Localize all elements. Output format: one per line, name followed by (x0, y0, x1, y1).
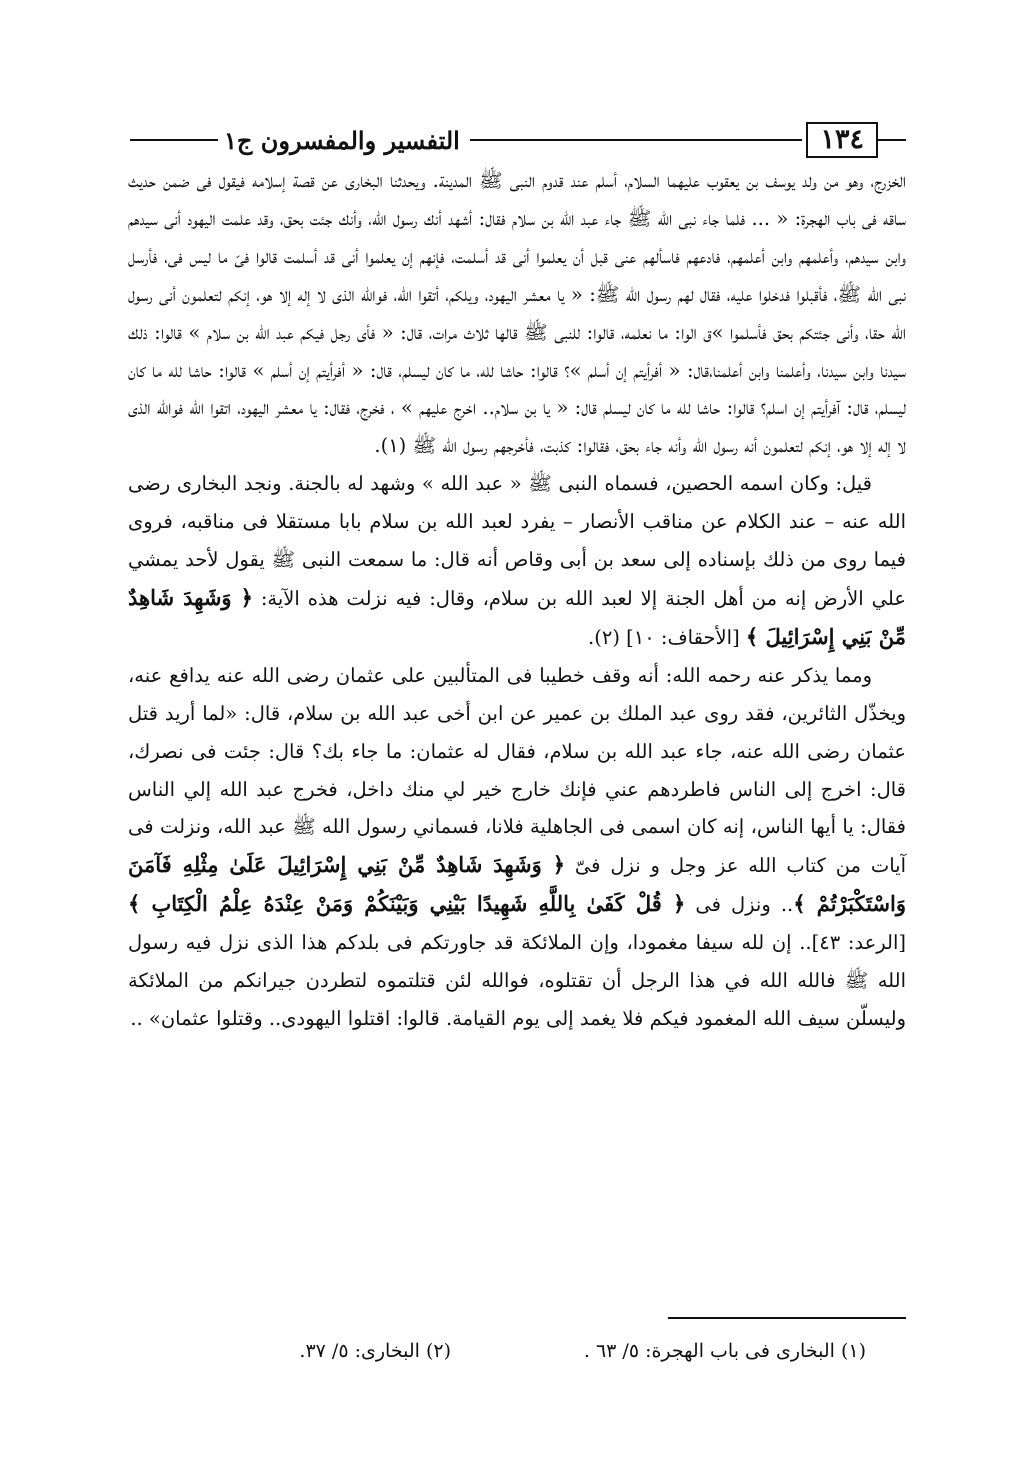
text-run: [الرعد: ٤٣].. إن لله سيفا مغمودا، وإن الملائكة قد جاورتكم فى بلدكم هذا الذى نزل فيه رسول الله ﷺ فالله الله في هذا الرجل أن تقتلوه، فوالله لئن قتلتموه لتطردن جيرانكم من الملائكة وليسلّن سيف الله المغمود فيكم فلا يغمد إلى يوم القيامة. قالوا: اقتلوا اليهودى.. وقتلوا عثمان» .. (128, 931, 906, 1030)
running-title: التفسير والمفسرون ج١ (224, 125, 460, 155)
running-header (130, 120, 906, 160)
text-run: الخزرج، وهو من ولد يوسف بن يعقوب عليهما السلام، أسلم عند قدوم النبى ﷺ المدينة. ويحدثنا البخارى عن قصة إسلامه فيقول فى ضمن حديث ساقه فى باب الهجرة: « ... فلما جاء نبى الله ﷺ جاء عبد الله بن سلام فقال: أشهد أنك رسول الله، وأنك جئت بحق، وقد علمت اليهود أنى سيدهم وابن سيدهم، وأعلمهم وابن أعلمهم، فادعهم فاسألهم عنى قبل أن يعلموا أنى قد أسلمت، فإنهم إن يعلموا أنى قد أسلمت قالوا فىّ ما ليس فى، فأرسل نبى الله ﷺ، فأقبلوا فدخلوا عليه، فقال لهم رسول الله ﷺ: « يا معشر اليهود، ويلكم، أتقوا الله، فوالله الذى لا إله إلا هو، إنكم لتعلمون أنى رسول الله حقا، وأنى جئتكم بحق فأسلموا »ق الوا: ما نعلمه، قالوا: للنبى ﷺ قالها ثلاث مرات، قال: « فأى رجل فيكم عبد الله بن سلام » قالوا: ذلك سيدنا وابن سيدنا، وأعلمنا وابن أعلمنا،قال: « أفرأيتم إن أسلم »؟ قالوا: حاشا لله، ما كان ليسلم، قال: « أفرأيتم إن أسلم » قالوا: حاشا لله ما كان ليسلم، قال: آفرأيتم إن اسلم؟ قالوا: حاشا لله ما كان ليسلم قال: « يا بن سلام.. اخرج عليهم » ، فخرج، فقال: يا معشر اليهود، اتقوا الله فوالله الذى لا إله إلا هو، إنكم لتعلمون أنه رسول الله وأنه جاء بحق، فقالوا: كذبت، فأخرجهم رسول الله ﷺ (١). (128, 169, 906, 458)
footnote-1: (١) البخارى فى باب الهجرة: ٥/ ٦٣ . (583, 1340, 866, 1362)
paragraph (128, 465, 906, 657)
paragraph (128, 162, 906, 465)
text-run: قيل: وكان اسمه الحصين، فسماه النبى ﷺ « عبد الله » وشهد له بالجنة. ونجد البخارى رضى الله عنه – عند الكلام عن مناقب الأنصار – يفرد لعبد الله بن سلام بابا مستقلا فى مناقبه، فروى فيما روى من ذلك بإسناده إلى سعد بن أبى وقاص أنه قال: ما سمعت النبى ﷺ يقول لأحد يمشي علي الأرض إنه من أهل الجنة إلا لعبد الله بن سلام، وقال: فيه نزلت هذه الآية: (128, 472, 906, 610)
footnote-separator (668, 1317, 906, 1319)
footnote-2: (٢) البخارى: ٥/ ٣٧. (299, 1340, 451, 1362)
text-run: [الأحقاف: ١٠] (٢). (588, 625, 746, 649)
quran-verse: ﴿ وَشَهِدَ شَاهِدٌ مِّنْ بَنِي إِسْرَائِيلَ عَلَىٰ مِثْلِهِ فَآمَنَ وَاسْتَكْبَرْتُمْ ﴾ (128, 852, 906, 917)
footnotes (128, 1340, 906, 1370)
text-run: ومما يذكر عنه رحمه الله: أنه وقف خطيبا فى المتألبين على عثمان رضى الله عنه يدافع عنه، ويخذّل الثائرين، فقد روى عبد الملك بن عمير عن ابن أخى عبد الله بن سلام، قال: «لما أريد قتل عثمان رضى الله عنه، جاء عبد الله بن سلام، فقال له عثمان: ما جاء بك؟ قال: جئت فى نصرك، قال: اخرج إلى الناس فاطردهم عني فإنك خارج خير لي منك داخل، فخرج عبد الله إلي الناس فقال: يا أيها الناس، إنه كان اسمى فى الجاهلية فلانا، فسماني رسول الله ﷺ عبد الله، ونزلت فى آيات من كتاب الله عز وجل و نزل فىّ (128, 663, 906, 878)
page-number: ١٣٤ (806, 122, 878, 158)
text-run: .. ونزل فى (685, 893, 794, 917)
header-rule-right (878, 139, 906, 141)
paragraph (128, 657, 906, 1038)
header-rule-middle (470, 139, 803, 141)
quran-verse: ﴿ وَشَهِدَ شَاهِدٌ مِّنْ بَنِي إِسْرَائِيلَ ﴾ (128, 584, 906, 649)
quran-verse: ﴿ قُلْ كَفَىٰ بِاللَّهِ شَهِيدًا بَيْنِي وَبَيْنَكُمْ وَمَنْ عِنْدَهُ عِلْمُ الْكِتَابِ ﴾ (128, 891, 686, 917)
body-text (128, 162, 906, 1038)
header-rule-left (130, 139, 218, 141)
